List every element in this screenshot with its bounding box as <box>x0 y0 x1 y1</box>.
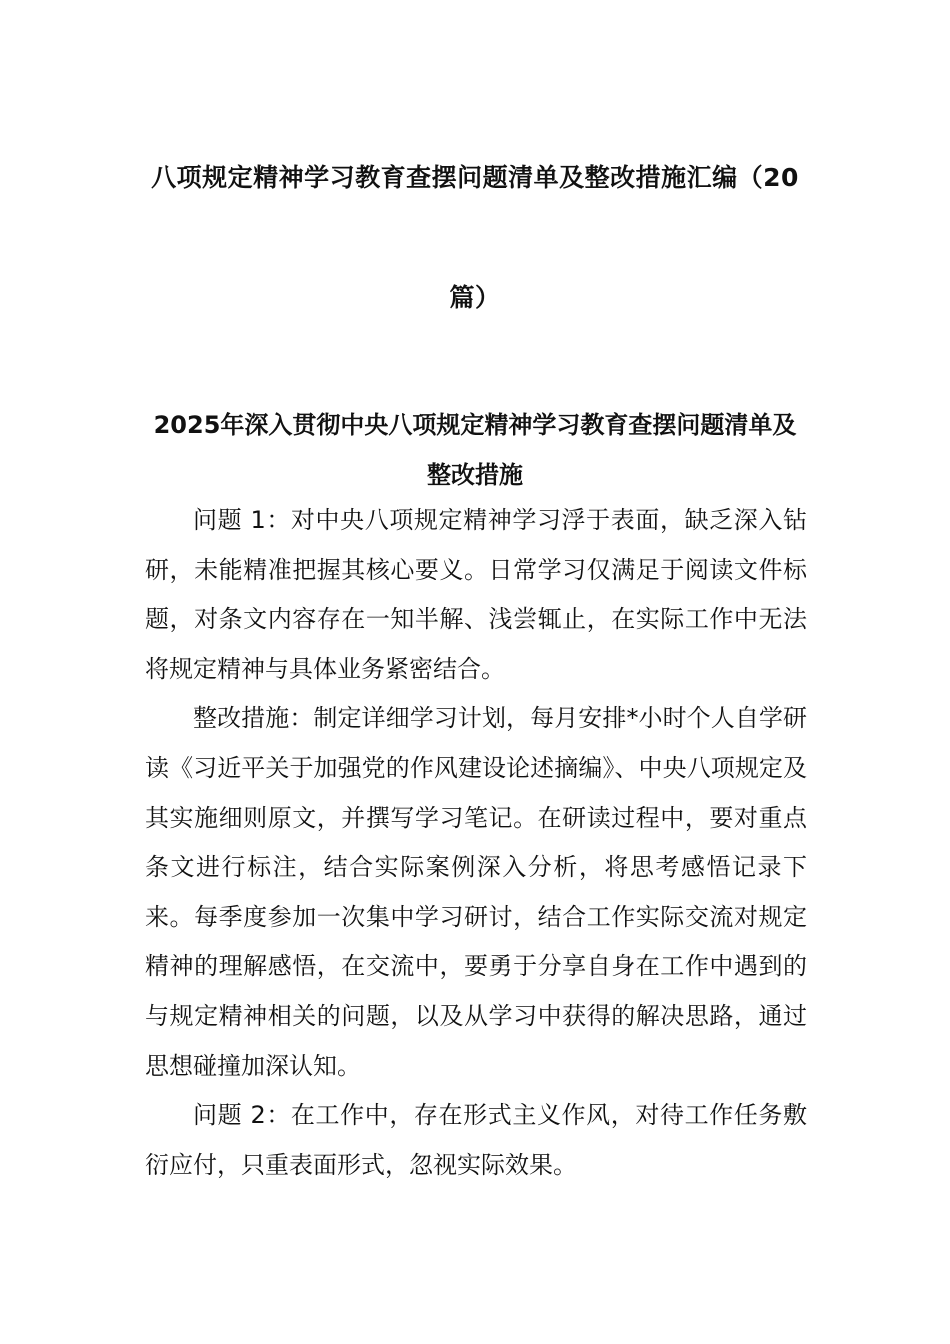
section-title: 2025年深入贯彻中央八项规定精神学习教育查摆问题清单及整改措施 <box>153 411 797 489</box>
paragraph-problem-1: 问题 1：对中央八项规定精神学习浮于表面，缺乏深入钻研，未能精准把握其核心要义。日常学习仅满足于阅读文件标题，对条文内容存在一知半解、浅尝辄止，在实际工作中无法将规定精神与具体业务紧密结合。 <box>145 506 807 683</box>
paragraph-problem-2: 问题 2：在工作中，存在形式主义作风，对待工作任务敷衍应付，只重表面形式，忽视实际效果。 <box>145 1101 807 1179</box>
document-body <box>145 496 807 1190</box>
document-title-line-2: 篇） <box>449 283 501 312</box>
document-title-line-1: 八项规定精神学习教育查摆问题清单及整改措施汇编（20 <box>151 163 799 192</box>
paragraph-measures-1: 整改措施：制定详细学习计划，每月安排*小时个人自学研读《习近平关于加强党的作风建设论述摘编》、中央八项规定及其实施细则原文，并撰写学习笔记。在研读过程中，要对重点条文进行标注，结合实际案例深入分析，将思考感悟记录下来。每季度参加一次集中学习研讨，结合工作实际交流对规定精神的理解感悟，在交流中，要勇于分享自身在工作中遇到的与规定精神相关的问题，以及从学习中获得的解决思路，通过思想碰撞加深认知。 <box>145 704 807 1080</box>
